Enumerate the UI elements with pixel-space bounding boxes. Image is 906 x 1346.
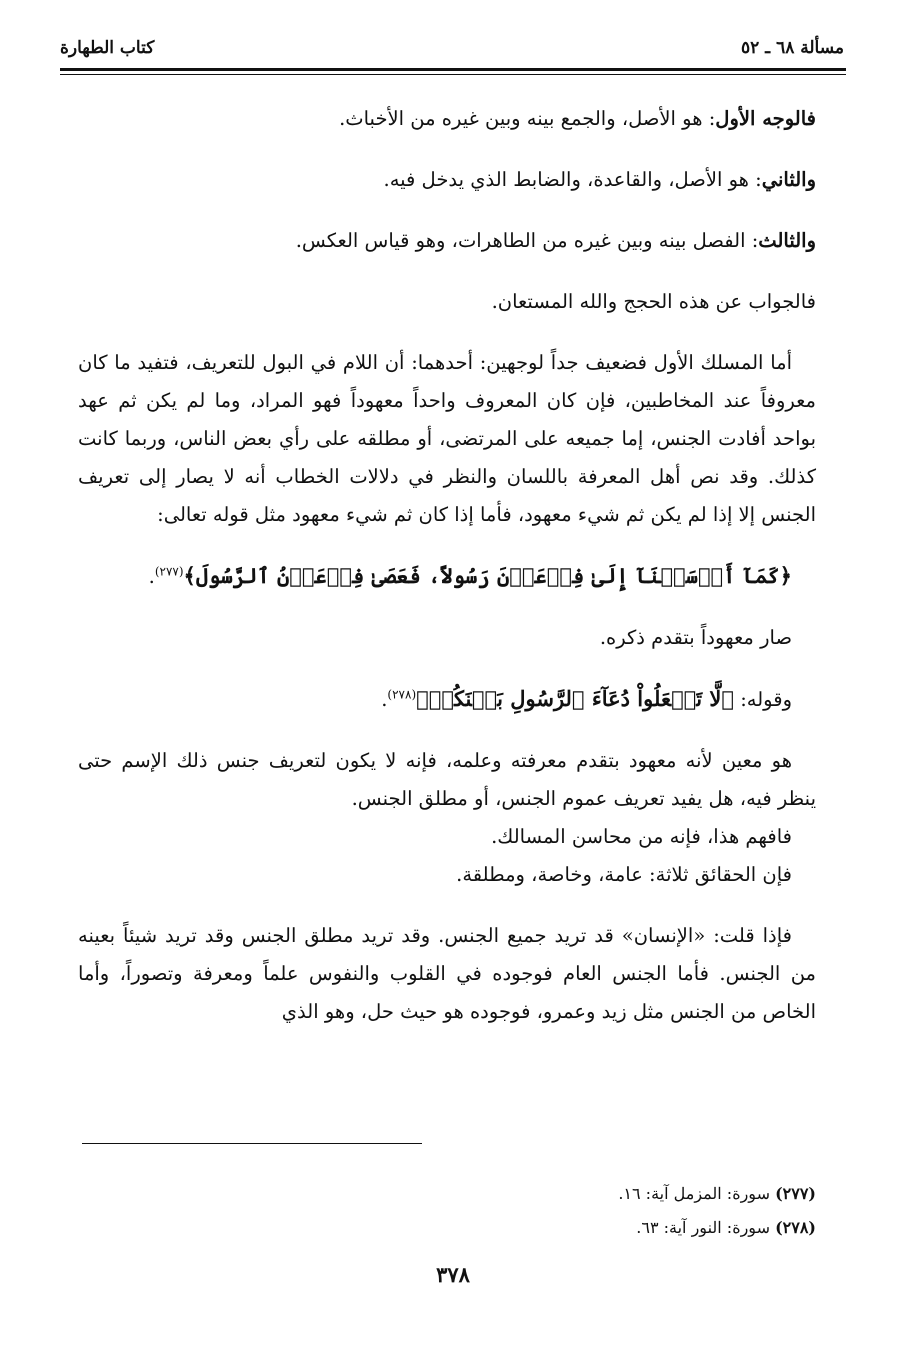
verse-quote xyxy=(78,557,816,596)
paragraph-second-aspect xyxy=(78,161,816,199)
footnote-ref: (٢٧٨) xyxy=(387,687,417,702)
footnote-item xyxy=(100,1177,816,1211)
paragraph-specific: هو معين لأنه معهود بتقدم معرفته وعلمه، فإنه لا يكون لتعريف جنس ذلك الإسم حتى ينظر فيه، هل يفيد تعريف عموم الجنس، أو مطلق الجنس. xyxy=(78,749,816,810)
main-text xyxy=(78,100,816,1031)
paragraph-realities: فإن الحقائق ثلاثة: عامة، وخاصة، ومطلقة. xyxy=(456,863,792,886)
verse-end: . xyxy=(148,565,155,588)
verse-quote-2 xyxy=(78,680,816,719)
header-rule-thick xyxy=(60,68,846,71)
footnote-item xyxy=(100,1211,816,1245)
verse-text: ﴿لَّا تَجۡعَلُواْ دُعَآءَ ٱلرَّسُولِ بَيۡنَكُمۡ﴾ xyxy=(416,686,735,711)
paragraph-third-aspect xyxy=(78,222,816,260)
footnote-ref: (٢٧٧) xyxy=(154,564,184,579)
footnote-number: (٢٧٧) xyxy=(775,1184,816,1203)
footnote-number: (٢٧٨) xyxy=(775,1218,816,1237)
verse-end: . xyxy=(381,688,388,711)
paragraph-first-aspect xyxy=(78,100,816,138)
paragraph-became-known: صار معهوداً بتقدم ذكره. xyxy=(599,626,792,649)
paragraph-text: : هو الأصل، والقاعدة، والضابط الذي يدخل فيه. xyxy=(383,168,762,191)
footnote-text: سورة: المزمل آية: ١٦. xyxy=(618,1184,776,1203)
section-heading: مسألة ٦٨ ـ ٥٢ xyxy=(740,38,844,58)
paragraph-text: : الفصل بينه وبين غيره من الطاهرات، وهو قياس العكس. xyxy=(295,229,759,252)
footnote-rule xyxy=(82,1143,422,1144)
paragraph-understand: فافهم هذا، فإنه من محاسن المسالك. xyxy=(491,825,792,848)
footnotes xyxy=(100,1177,816,1245)
paragraph-human: فإذا قلت: «الإنسان» قد تريد جميع الجنس. وقد تريد مطلق الجنس وقد تريد شيئاً بعينه من الجنس. فأما الجنس العام فوجوده في القلوب والنفوس علماً ومعرفة وتصوراً، وأما الخاص من الجنس مثل زيد وعمرو، فوجوده هو حيث حل، وهو الذي xyxy=(78,924,816,1023)
paragraph-first-path: أما المسلك الأول فضعيف جداً لوجهين: أحدهما: أن اللام في البول للتعريف، فتفيد ما كان معروفاً عند المخاطبين، فإن كان المعروف واحداً معهوداً فهو المراد، وما لم يكن ثم عهد بواحد أفادت الجنس، إما جميعه على المرتضى، أو مطلقه على رأي بعض الناس، وربما كانت كذلك. وقد نص أهل المعرفة باللسان والنظر في دلالات الخطاب أنه لا يصار إلى تعريف الجنس إلا إذا لم يكن ثم شيء معهود، فأما إذا كان ثم شيء معهود مثل قوله تعالى: xyxy=(78,351,816,526)
paragraph-text: : هو الأصل، والجمع بينه وبين غيره من الأخباث. xyxy=(339,107,716,130)
verse-text: ﴿كَمَآ أَرۡسَلۡنَآ إِلَىٰ فِرۡعَوۡنَ رَسُولاً، فَعَصَىٰ فِرۡعَوۡنُ ٱلرَّسُولَ﴾ xyxy=(183,563,792,588)
footnote-text: سورة: النور آية: ٦٣. xyxy=(636,1218,776,1237)
paragraph-answer-intro: فالجواب عن هذه الحجج والله المستعان. xyxy=(491,290,816,313)
paragraph-lead: فالوجه الأول xyxy=(715,107,816,130)
page-number: ٣٧٨ xyxy=(436,1262,470,1287)
running-head xyxy=(60,38,844,66)
header-rule-thin xyxy=(60,74,846,75)
verse-prefix: وقوله: xyxy=(734,688,792,711)
paragraph-lead: والثاني xyxy=(761,168,816,191)
paragraph-lead: والثالث xyxy=(758,229,816,252)
book-title: كتاب الطهارة xyxy=(60,38,155,58)
